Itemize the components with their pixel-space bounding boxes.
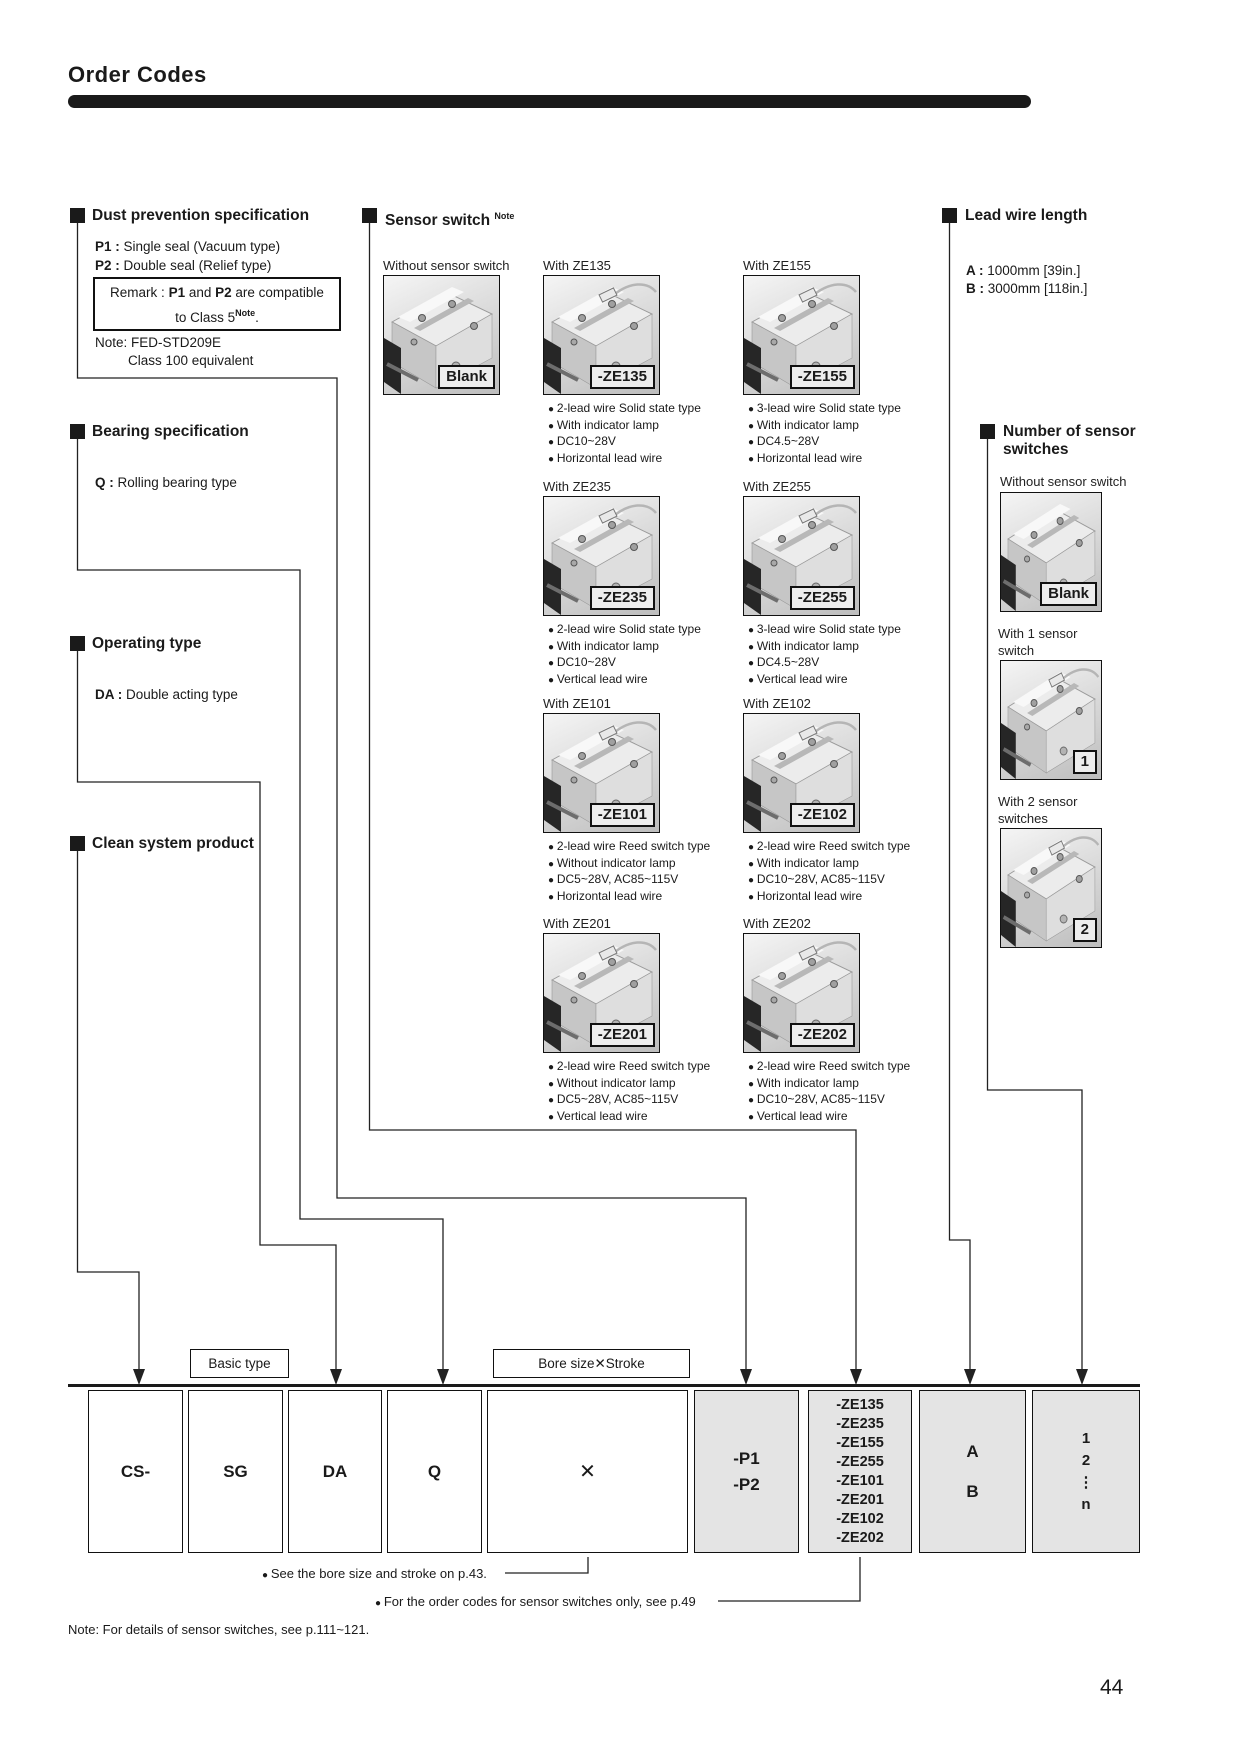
order-box-dust: -P1 -P2 bbox=[694, 1390, 799, 1553]
clean-section-title: Clean system product bbox=[92, 835, 254, 852]
count-blank-label: Blank bbox=[1040, 582, 1097, 606]
order-row-rule bbox=[68, 1384, 1140, 1387]
product-photo-count-one bbox=[1000, 660, 1102, 780]
product-photo-ze101 bbox=[543, 713, 660, 833]
dust-note-line1: Note: FED-STD209E bbox=[95, 335, 222, 350]
bore-footnote-connector bbox=[505, 1557, 588, 1573]
count-two-header-line1: With 2 sensor bbox=[998, 794, 1078, 809]
product-photo-count-blank bbox=[1000, 492, 1102, 612]
sensor-ze135-bullets: ● 2-lead wire Solid state type ● With indicator lamp ● DC10~28V ● Horizontal lead wire bbox=[548, 401, 701, 467]
bearing-desc: Rolling bearing type bbox=[117, 475, 237, 490]
order-box-bore-stroke: ✕ bbox=[487, 1390, 688, 1553]
dust-p1-desc: Single seal (Vacuum type) bbox=[123, 239, 281, 254]
page-number: 44 bbox=[1100, 1676, 1124, 1699]
order-box-cs: CS- bbox=[88, 1390, 183, 1553]
sensor-footnote-connector bbox=[718, 1557, 860, 1601]
dust-p1-code: P1 : bbox=[95, 239, 120, 254]
sensor-ze235-header: With ZE235 bbox=[543, 479, 611, 494]
bearing-section-title: Bearing specification bbox=[92, 423, 249, 440]
lead-b-code: B : bbox=[966, 281, 984, 296]
count-one-header-line1: With 1 sensor bbox=[998, 626, 1078, 641]
operating-section-title: Operating type bbox=[92, 635, 202, 652]
sensor-ze102-header: With ZE102 bbox=[743, 696, 811, 711]
bearing-connector bbox=[78, 439, 444, 1371]
dust-p2-code: P2 : bbox=[95, 258, 120, 273]
basic-type-label: Basic type bbox=[190, 1349, 289, 1378]
sensor-ze255-header: With ZE255 bbox=[743, 479, 811, 494]
dust-remark-box bbox=[93, 277, 341, 331]
dust-option-p1 bbox=[95, 238, 280, 255]
bore-footnote: ● See the bore size and stroke on p.43. bbox=[262, 1566, 487, 1581]
sensor-ze235-label: -ZE235 bbox=[590, 586, 655, 610]
sensor-ze201-label: -ZE201 bbox=[590, 1023, 655, 1047]
dust-option-p2 bbox=[95, 257, 271, 274]
count-section-title-line1: Number of sensor bbox=[1003, 423, 1136, 440]
count-one-label: 1 bbox=[1073, 750, 1097, 774]
title-rule bbox=[68, 95, 1031, 108]
sensor-ze135-header: With ZE135 bbox=[543, 258, 611, 273]
sensor-ze135-label: -ZE135 bbox=[590, 365, 655, 389]
product-photo-ze255 bbox=[743, 496, 860, 616]
sensor-ze101-bullets: ● 2-lead wire Reed switch type ● Without indicator lamp ● DC5~28V, AC85~115V ● Horizontal lead wire bbox=[548, 839, 710, 905]
dust-remark-line2: to Class $5^{Note}$. bbox=[175, 308, 259, 325]
sensor-ze155-label: -ZE155 bbox=[790, 365, 855, 389]
product-photo-ze155 bbox=[743, 275, 860, 395]
sensor-blank-header: Without sensor switch bbox=[383, 258, 510, 273]
sensor-section-title: Sensor switch $^{Note}$ bbox=[385, 211, 515, 229]
product-photo-ze135 bbox=[543, 275, 660, 395]
sensor-ze102-label: -ZE102 bbox=[790, 803, 855, 827]
lead-connector bbox=[950, 223, 971, 1371]
sensor-note-sup: Note bbox=[494, 211, 515, 221]
section-marker-icon bbox=[980, 424, 995, 439]
order-box-lead: A B bbox=[919, 1390, 1026, 1553]
sensor-ze101-header: With ZE101 bbox=[543, 696, 611, 711]
sensor-ze255-label: -ZE255 bbox=[790, 586, 855, 610]
details-footnote: Note: For details of sensor switches, see p.111~121. bbox=[68, 1622, 370, 1637]
lead-b-desc: 3000mm [118in.] bbox=[987, 281, 1088, 296]
lead-option-b bbox=[966, 280, 1087, 297]
product-photo-ze201 bbox=[543, 933, 660, 1053]
bearing-option-q bbox=[95, 474, 237, 491]
count-two-header-line2: switches bbox=[998, 811, 1048, 826]
sensor-ze235-bullets: ● 2-lead wire Solid state type ● With indicator lamp ● DC10~28V ● Vertical lead wire bbox=[548, 622, 701, 688]
section-marker-icon bbox=[70, 424, 85, 439]
sensor-ze202-header: With ZE202 bbox=[743, 916, 811, 931]
sensor-ze101-label: -ZE101 bbox=[590, 803, 655, 827]
sensor-ze155-header: With ZE155 bbox=[743, 258, 811, 273]
order-box-da: DA bbox=[288, 1390, 382, 1553]
page-title: Order Codes bbox=[68, 62, 207, 87]
lead-section-title: Lead wire length bbox=[965, 207, 1088, 224]
sensor-ze202-bullets: ● 2-lead wire Reed switch type ● With indicator lamp ● DC10~28V, AC85~115V ● Vertical lead wire bbox=[748, 1059, 910, 1125]
product-photo-count-two bbox=[1000, 828, 1102, 948]
bore-stroke-label: Bore size✕Stroke bbox=[493, 1349, 690, 1378]
sensor-blank-label: Blank bbox=[438, 365, 495, 389]
count-one-header-line2: switch bbox=[998, 643, 1035, 658]
section-marker-icon bbox=[70, 636, 85, 651]
product-photo-blank bbox=[383, 275, 500, 395]
sensor-ze102-bullets: ● 2-lead wire Reed switch type ● With indicator lamp ● DC10~28V, AC85~115V ● Horizontal lead wire bbox=[748, 839, 910, 905]
operating-connector bbox=[78, 651, 337, 1371]
section-marker-icon bbox=[70, 208, 85, 223]
sensor-ze201-bullets: ● 2-lead wire Reed switch type ● Without indicator lamp ● DC5~28V, AC85~115V ● Vertical lead wire bbox=[548, 1059, 710, 1125]
order-box-sg: SG bbox=[188, 1390, 283, 1553]
count-blank-header: Without sensor switch bbox=[1000, 474, 1127, 489]
product-photo-ze235 bbox=[543, 496, 660, 616]
sensor-footnote: ● For the order codes for sensor switches only, see p.49 bbox=[375, 1594, 696, 1609]
operating-desc: Double acting type bbox=[126, 687, 238, 702]
bearing-code: Q : bbox=[95, 475, 114, 490]
order-box-sensor: -ZE135 -ZE235 -ZE155 -ZE255 -ZE101 -ZE201 -ZE102 -ZE202 bbox=[808, 1390, 912, 1553]
dust-section-title: Dust prevention specification bbox=[92, 207, 310, 224]
operating-option-da bbox=[95, 686, 238, 703]
order-box-q: Q bbox=[387, 1390, 482, 1553]
dust-remark-line1: Remark : P1 and P2 are compatible bbox=[110, 285, 324, 300]
count-two-label: 2 bbox=[1073, 918, 1097, 942]
dust-note-line2: Class 100 equivalent bbox=[128, 353, 254, 368]
section-marker-icon bbox=[362, 208, 377, 223]
section-marker-icon bbox=[70, 836, 85, 851]
section-marker-icon bbox=[942, 208, 957, 223]
lead-a-code: A : bbox=[966, 263, 984, 278]
order-box-count: 1 2 ⋮ n bbox=[1032, 1390, 1140, 1553]
lead-option-a bbox=[966, 262, 1080, 279]
sensor-ze202-label: -ZE202 bbox=[790, 1023, 855, 1047]
lead-a-desc: 1000mm [39in.] bbox=[987, 263, 1081, 278]
sensor-ze255-bullets: ● 3-lead wire Solid state type ● With indicator lamp ● DC4.5~28V ● Vertical lead wire bbox=[748, 622, 901, 688]
operating-code: DA : bbox=[95, 687, 123, 702]
sensor-ze155-bullets: ● 3-lead wire Solid state type ● With indicator lamp ● DC4.5~28V ● Horizontal lead wire bbox=[748, 401, 901, 467]
dust-p2-desc: Double seal (Relief type) bbox=[123, 258, 272, 273]
product-photo-ze202 bbox=[743, 933, 860, 1053]
count-section-title-line2: switches bbox=[1003, 441, 1069, 458]
sensor-ze201-header: With ZE201 bbox=[543, 916, 611, 931]
clean-connector bbox=[78, 851, 140, 1371]
product-photo-ze102 bbox=[743, 713, 860, 833]
